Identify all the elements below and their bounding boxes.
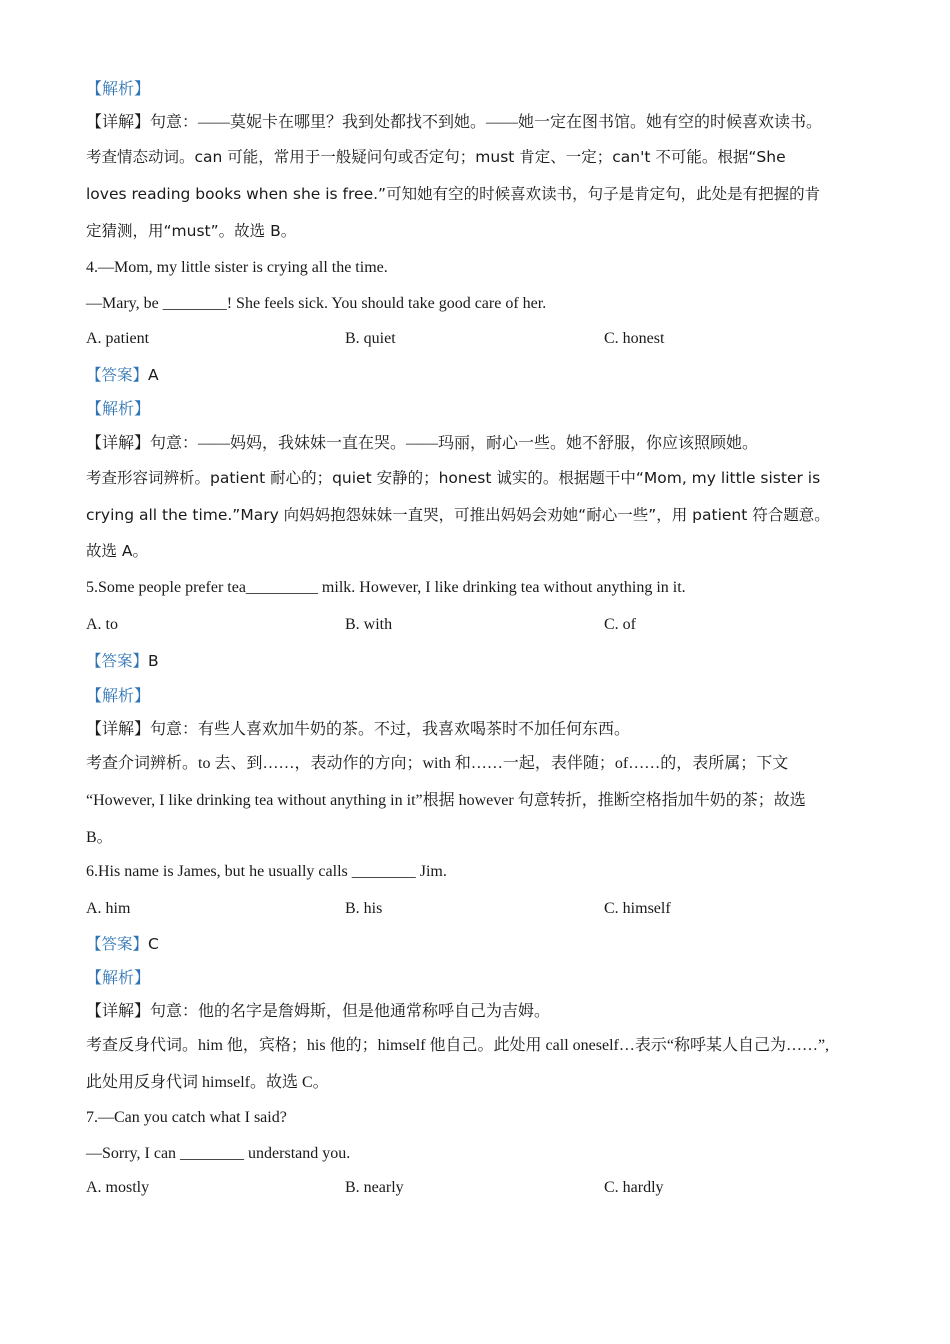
q3-explain-2: loves reading books when she is free.”可知她有空的时候喜欢读书，句子是肯定句，此处是有把握的肯 bbox=[86, 185, 821, 203]
q6-option-c: C. himself bbox=[604, 900, 671, 917]
q6-answer bbox=[86, 934, 159, 954]
detail-tag: 【详解】 bbox=[86, 435, 151, 452]
q5-explain-2: “However, I like drinking tea without anything in it”根据 however 句意转折，推断空格指加牛奶的茶；故选 bbox=[86, 792, 806, 809]
q5-detail-text: 句意：有些人喜欢加牛奶的茶。不过，我喜欢喝茶时不加任何东西。 bbox=[150, 721, 631, 738]
analysis-tag: 【解析】 bbox=[86, 401, 151, 418]
q7-question-line-1: 7.—Can you catch what I said? bbox=[86, 1109, 287, 1126]
q6-detail bbox=[86, 1002, 550, 1022]
q4-detail-text: 句意：——妈妈，我妹妹一直在哭。——玛丽，耐心一些。她不舒服，你应该照顾她。 bbox=[150, 435, 759, 452]
q3-detail bbox=[86, 113, 822, 133]
q6-question-line-1: 6.His name is James, but he usually calls ________ Jim. bbox=[86, 863, 447, 880]
q7-option-a: A. mostly bbox=[86, 1179, 150, 1196]
q6-explain-1: 考查反身代词。him 他，宾格；his 他的；himself 他自己。此处用 call oneself…表示“称呼某人自己为……”, bbox=[86, 1037, 830, 1054]
q3-detail-text: 句意：——莫妮卡在哪里？我到处都找不到她。——她一定在图书馆。她有空的时候喜欢读书。 bbox=[150, 114, 823, 131]
q6-answer-value: C bbox=[148, 935, 159, 953]
q6-option-b: B. his bbox=[345, 900, 383, 917]
q7-option-c: C. hardly bbox=[604, 1179, 664, 1196]
analysis-tag: 【解析】 bbox=[86, 81, 151, 98]
detail-tag: 【详解】 bbox=[86, 1003, 151, 1020]
q5-answer bbox=[86, 651, 159, 671]
q5-explain-1: 考查介词辨析。to 去、到……，表动作的方向；with 和……一起，表伴随；of……的，表所属；下文 bbox=[86, 755, 789, 772]
q5-option-c: C. of bbox=[604, 616, 636, 633]
q4-option-b: B. quiet bbox=[345, 330, 396, 347]
q6-detail-text: 句意：他的名字是詹姆斯，但是他通常称呼自己为吉姆。 bbox=[150, 1003, 551, 1020]
q4-answer-value: A bbox=[148, 366, 159, 384]
analysis-tag: 【解析】 bbox=[86, 688, 151, 705]
q5-option-a: A. to bbox=[86, 616, 118, 633]
analysis-tag: 【解析】 bbox=[86, 970, 151, 987]
q5-explain-3: B。 bbox=[86, 829, 113, 846]
answer-tag: 【答案】 bbox=[86, 366, 149, 384]
q5-option-b: B. with bbox=[345, 616, 393, 633]
q4-option-a: A. patient bbox=[86, 330, 150, 347]
q3-explain-3: 定猜测，用“must”。故选 B。 bbox=[86, 222, 297, 240]
q7-option-b: B. nearly bbox=[345, 1179, 404, 1196]
detail-tag: 【详解】 bbox=[86, 721, 151, 738]
answer-tag: 【答案】 bbox=[86, 652, 149, 670]
q4-option-c: C. honest bbox=[604, 330, 665, 347]
detail-tag: 【详解】 bbox=[86, 114, 151, 131]
q4-explain-2: crying all the time.”Mary 向妈妈抱怨妹妹一直哭，可推出妈妈会劝她“耐心一些”，用 patient 符合题意。 bbox=[86, 506, 830, 524]
q6-option-a: A. him bbox=[86, 900, 131, 917]
q4-answer bbox=[86, 365, 159, 385]
answer-tag: 【答案】 bbox=[86, 935, 149, 953]
q7-question-line-2: —Sorry, I can ________ understand you. bbox=[86, 1145, 351, 1162]
q4-question-line-2: —Mary, be ________! She feels sick. You should take good care of her. bbox=[86, 295, 547, 312]
q4-detail bbox=[86, 434, 758, 454]
q5-answer-value: B bbox=[148, 652, 159, 670]
q4-explain-3: 故选 A。 bbox=[86, 542, 149, 560]
q4-explain-1: 考查形容词辨析。patient 耐心的；quiet 安静的；honest 诚实的。根据题干中“Mom, my little sister is bbox=[86, 469, 821, 487]
q6-explain-2: 此处用反身代词 himself。故选 C。 bbox=[86, 1074, 329, 1091]
q5-detail bbox=[86, 720, 630, 740]
q5-question-line-1: 5.Some people prefer tea_________ milk. However, I like drinking tea without anything in it. bbox=[86, 579, 686, 596]
q3-explain-1: 考查情态动词。can 可能，常用于一般疑问句或否定句；must 肯定、一定；can't 不可能。根据“She bbox=[86, 148, 786, 166]
q4-question-line-1: 4.—Mom, my little sister is crying all the time. bbox=[86, 259, 388, 276]
